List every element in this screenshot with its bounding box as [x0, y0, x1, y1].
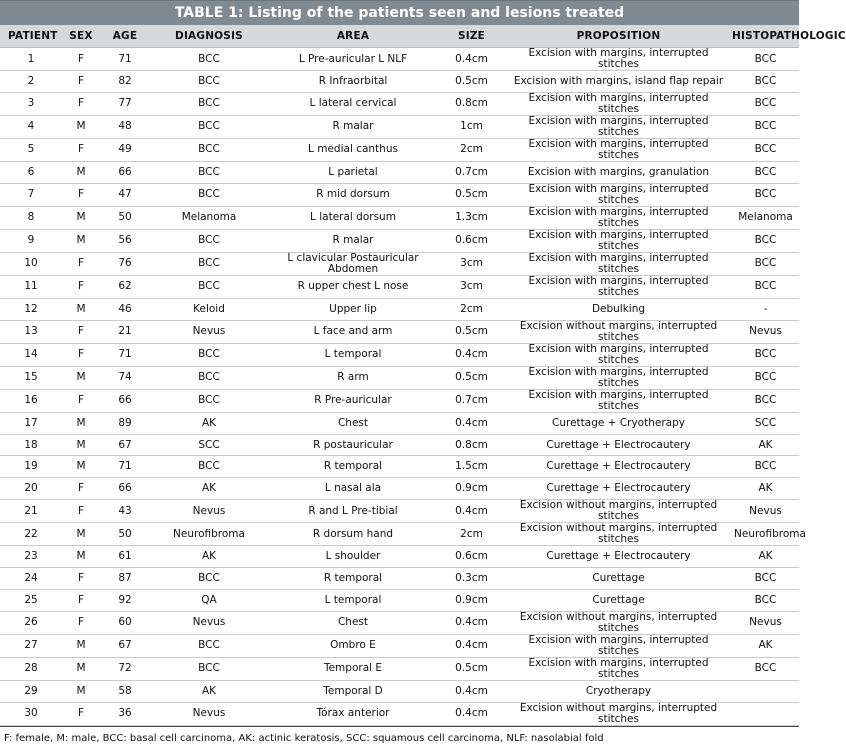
table-row	[0, 206, 799, 229]
cell-age: 46	[100, 298, 150, 320]
cell-sex: F	[62, 138, 100, 161]
cell-age: 48	[100, 115, 150, 138]
cell-patient: 29	[0, 680, 62, 702]
cell-age: 71	[100, 343, 150, 366]
cell-patient: 6	[0, 161, 62, 183]
cell-proposition: Curettage + Electrocautery	[505, 478, 732, 500]
cell-patient: 19	[0, 456, 62, 478]
cell-size: 0.5cm	[438, 71, 505, 93]
cell-diagnosis: BCC	[150, 92, 268, 115]
cell-age: 36	[100, 702, 150, 725]
cell-sex: F	[62, 48, 100, 71]
cell-size: 2cm	[438, 138, 505, 161]
table-row	[0, 320, 799, 343]
cell-area: R Infraorbital	[268, 71, 438, 93]
table-row	[0, 523, 799, 546]
table-row	[0, 657, 799, 680]
cell-area: R arm	[268, 366, 438, 389]
cell-patient: 3	[0, 92, 62, 115]
cell-diagnosis: Neurofibroma	[150, 523, 268, 546]
cell-histopathologic: BCC	[732, 138, 799, 161]
cell-size: 0.4cm	[438, 680, 505, 702]
table-row	[0, 48, 799, 71]
header-histopathologic: HISTOPATHOLOGIC	[732, 25, 799, 48]
cell-diagnosis: Nevus	[150, 500, 268, 523]
cell-size: 0.5cm	[438, 320, 505, 343]
cell-size: 0.5cm	[438, 183, 505, 206]
cell-histopathologic: BCC	[732, 568, 799, 590]
cell-histopathologic: Melanoma	[732, 206, 799, 229]
cell-histopathologic: Neurofibroma	[732, 523, 799, 546]
cell-proposition: Excision with margins, interrupted stitches	[505, 115, 732, 138]
cell-area: Tórax anterior	[268, 702, 438, 725]
cell-sex: M	[62, 657, 100, 680]
cell-area: L shoulder	[268, 546, 438, 568]
cell-patient: 1	[0, 48, 62, 71]
cell-patient: 27	[0, 634, 62, 657]
table-body	[0, 47, 806, 726]
cell-area: L temporal	[268, 343, 438, 366]
cell-diagnosis: BCC	[150, 48, 268, 71]
cell-sex: M	[62, 206, 100, 229]
cell-area: L lateral dorsum	[268, 206, 438, 229]
cell-diagnosis: AK	[150, 478, 268, 500]
cell-proposition: Excision with margins, interrupted stitches	[505, 183, 732, 206]
cell-sex: F	[62, 343, 100, 366]
table-row	[0, 298, 799, 320]
cell-proposition: Excision with margins, interrupted stitches	[505, 48, 732, 71]
cell-size: 0.8cm	[438, 92, 505, 115]
cell-histopathologic: AK	[732, 478, 799, 500]
cell-diagnosis: BCC	[150, 343, 268, 366]
cell-age: 49	[100, 138, 150, 161]
table-row	[0, 138, 799, 161]
cell-patient: 23	[0, 546, 62, 568]
cell-size: 0.4cm	[438, 48, 505, 71]
cell-histopathologic	[732, 680, 799, 702]
cell-sex: M	[62, 161, 100, 183]
cell-sex: F	[62, 183, 100, 206]
cell-area: R malar	[268, 115, 438, 138]
cell-diagnosis: BCC	[150, 138, 268, 161]
cell-histopathologic: BCC	[732, 229, 799, 252]
cell-proposition: Excision with margins, interrupted stitches	[505, 229, 732, 252]
cell-age: 82	[100, 71, 150, 93]
cell-age: 50	[100, 523, 150, 546]
cell-area: L face and arm	[268, 320, 438, 343]
patients-table	[0, 25, 846, 726]
cell-proposition: Curettage	[505, 568, 732, 590]
cell-size: 3cm	[438, 275, 505, 298]
cell-patient: 17	[0, 412, 62, 434]
cell-histopathologic: BCC	[732, 183, 799, 206]
table-row	[0, 161, 799, 183]
cell-histopathologic: BCC	[732, 252, 799, 275]
cell-diagnosis: Nevus	[150, 611, 268, 634]
cell-area: R malar	[268, 229, 438, 252]
cell-size: 1.3cm	[438, 206, 505, 229]
cell-age: 71	[100, 456, 150, 478]
cell-age: 87	[100, 568, 150, 590]
cell-diagnosis: SCC	[150, 434, 268, 456]
cell-histopathologic: Nevus	[732, 320, 799, 343]
table-row	[0, 568, 799, 590]
cell-histopathologic: BCC	[732, 48, 799, 71]
cell-size: 2cm	[438, 298, 505, 320]
cell-diagnosis: BCC	[150, 229, 268, 252]
cell-diagnosis: BCC	[150, 456, 268, 478]
cell-histopathologic: BCC	[732, 366, 799, 389]
cell-age: 67	[100, 634, 150, 657]
cell-proposition: Excision with margins, interrupted stitches	[505, 343, 732, 366]
cell-histopathologic: BCC	[732, 456, 799, 478]
table-row	[0, 680, 799, 702]
cell-age: 56	[100, 229, 150, 252]
cell-age: 60	[100, 611, 150, 634]
cell-sex: M	[62, 115, 100, 138]
cell-age: 71	[100, 48, 150, 71]
cell-proposition: Excision with margins, interrupted stitches	[505, 389, 732, 412]
cell-histopathologic: AK	[732, 434, 799, 456]
cell-sex: F	[62, 478, 100, 500]
cell-patient: 24	[0, 568, 62, 590]
cell-proposition: Curettage + Electrocautery	[505, 456, 732, 478]
cell-sex: F	[62, 568, 100, 590]
cell-age: 66	[100, 478, 150, 500]
table-row	[0, 229, 799, 252]
cell-sex: M	[62, 434, 100, 456]
cell-diagnosis: BCC	[150, 275, 268, 298]
cell-patient: 12	[0, 298, 62, 320]
cell-proposition: Excision with margins, interrupted stitches	[505, 206, 732, 229]
cell-histopathologic: Nevus	[732, 500, 799, 523]
cell-area: L Pre-auricular L NLF	[268, 48, 438, 71]
header-diagnosis: DIAGNOSIS	[150, 25, 268, 48]
cell-proposition: Excision without margins, interrupted stitches	[505, 523, 732, 546]
cell-histopathologic: SCC	[732, 412, 799, 434]
cell-diagnosis: Melanoma	[150, 206, 268, 229]
cell-area: R mid dorsum	[268, 183, 438, 206]
cell-patient: 28	[0, 657, 62, 680]
cell-histopathologic: BCC	[732, 343, 799, 366]
cell-area: R and L Pre-tibial	[268, 500, 438, 523]
cell-sex: F	[62, 500, 100, 523]
cell-size: 0.3cm	[438, 568, 505, 590]
cell-histopathologic	[732, 702, 799, 725]
cell-size: 0.5cm	[438, 657, 505, 680]
cell-patient: 9	[0, 229, 62, 252]
cell-proposition: Curettage + Cryotherapy	[505, 412, 732, 434]
cell-diagnosis: BCC	[150, 71, 268, 93]
cell-patient: 7	[0, 183, 62, 206]
cell-sex: M	[62, 523, 100, 546]
cell-patient: 21	[0, 500, 62, 523]
cell-size: 0.4cm	[438, 702, 505, 725]
cell-diagnosis: QA	[150, 590, 268, 612]
cell-size: 0.7cm	[438, 389, 505, 412]
cell-size: 2cm	[438, 523, 505, 546]
cell-area: R postauricular	[268, 434, 438, 456]
cell-area: Upper lip	[268, 298, 438, 320]
cell-histopathologic: AK	[732, 634, 799, 657]
cell-proposition: Curettage	[505, 590, 732, 612]
cell-patient: 13	[0, 320, 62, 343]
table-row	[0, 412, 799, 434]
cell-histopathologic: -	[732, 298, 799, 320]
cell-diagnosis: BCC	[150, 161, 268, 183]
table-row	[0, 71, 799, 93]
cell-sex: F	[62, 389, 100, 412]
table-row	[0, 434, 799, 456]
cell-histopathologic: BCC	[732, 92, 799, 115]
cell-age: 50	[100, 206, 150, 229]
cell-sex: M	[62, 680, 100, 702]
cell-patient: 10	[0, 252, 62, 275]
cell-area: Chest	[268, 412, 438, 434]
table-row	[0, 366, 799, 389]
table-row	[0, 115, 799, 138]
cell-sex: F	[62, 71, 100, 93]
cell-sex: M	[62, 366, 100, 389]
cell-size: 0.9cm	[438, 478, 505, 500]
cell-proposition: Excision without margins, interrupted stitches	[505, 320, 732, 343]
table-row	[0, 611, 799, 634]
cell-area: L nasal ala	[268, 478, 438, 500]
cell-area: L lateral cervical	[268, 92, 438, 115]
cell-age: 72	[100, 657, 150, 680]
table-row	[0, 92, 799, 115]
cell-diagnosis: BCC	[150, 115, 268, 138]
cell-proposition: Curettage + Electrocautery	[505, 546, 732, 568]
cell-diagnosis: BCC	[150, 568, 268, 590]
table-footnote: F: female, M: male, BCC: basal cell carcinoma, AK: actinic keratosis, SCC: squamous cell carcinoma, NLF: nasolabial fold	[0, 726, 799, 744]
cell-patient: 25	[0, 590, 62, 612]
table-row	[0, 389, 799, 412]
cell-sex: F	[62, 92, 100, 115]
cell-histopathologic: AK	[732, 546, 799, 568]
cell-patient: 18	[0, 434, 62, 456]
cell-size: 1cm	[438, 115, 505, 138]
table-row	[0, 456, 799, 478]
cell-patient: 15	[0, 366, 62, 389]
cell-sex: F	[62, 252, 100, 275]
cell-age: 61	[100, 546, 150, 568]
cell-histopathologic: BCC	[732, 657, 799, 680]
cell-size: 0.9cm	[438, 590, 505, 612]
cell-area: R dorsum hand	[268, 523, 438, 546]
cell-sex: F	[62, 320, 100, 343]
cell-size: 0.7cm	[438, 161, 505, 183]
cell-age: 58	[100, 680, 150, 702]
cell-diagnosis: BCC	[150, 366, 268, 389]
cell-age: 43	[100, 500, 150, 523]
table-header-row	[0, 25, 799, 48]
cell-size: 0.4cm	[438, 500, 505, 523]
header-area: AREA	[268, 25, 438, 48]
cell-diagnosis: AK	[150, 412, 268, 434]
cell-histopathologic: BCC	[732, 115, 799, 138]
cell-proposition: Excision with margins, interrupted stitches	[505, 366, 732, 389]
cell-histopathologic: BCC	[732, 389, 799, 412]
cell-histopathologic: BCC	[732, 590, 799, 612]
cell-proposition: Debulking	[505, 298, 732, 320]
cell-patient: 5	[0, 138, 62, 161]
cell-histopathologic: Nevus	[732, 611, 799, 634]
cell-diagnosis: Keloid	[150, 298, 268, 320]
cell-patient: 11	[0, 275, 62, 298]
cell-area: L clavicular Postauricular Abdomen	[268, 252, 438, 275]
cell-area: R Pre-auricular	[268, 389, 438, 412]
cell-patient: 30	[0, 702, 62, 725]
table-row	[0, 478, 799, 500]
cell-diagnosis: BCC	[150, 389, 268, 412]
cell-size: 0.5cm	[438, 366, 505, 389]
header-proposition: PROPOSITION	[505, 25, 732, 48]
cell-proposition: Excision with margins, island flap repair	[505, 71, 732, 93]
table-row	[0, 275, 799, 298]
table-row	[0, 546, 799, 568]
table-row	[0, 252, 799, 275]
cell-diagnosis: BCC	[150, 183, 268, 206]
cell-proposition: Excision with margins, granulation	[505, 161, 732, 183]
cell-sex: F	[62, 611, 100, 634]
cell-area: L parietal	[268, 161, 438, 183]
cell-diagnosis: BCC	[150, 634, 268, 657]
cell-age: 74	[100, 366, 150, 389]
cell-size: 0.4cm	[438, 634, 505, 657]
cell-age: 62	[100, 275, 150, 298]
cell-proposition: Excision without margins, interrupted stitches	[505, 611, 732, 634]
cell-diagnosis: AK	[150, 680, 268, 702]
cell-age: 66	[100, 389, 150, 412]
cell-proposition: Excision with margins, interrupted stitches	[505, 657, 732, 680]
cell-diagnosis: Nevus	[150, 702, 268, 725]
table-row	[0, 634, 799, 657]
cell-area: Temporal D	[268, 680, 438, 702]
cell-age: 21	[100, 320, 150, 343]
cell-diagnosis: BCC	[150, 657, 268, 680]
cell-sex: F	[62, 590, 100, 612]
cell-area: Temporal E	[268, 657, 438, 680]
cell-area: Chest	[268, 611, 438, 634]
cell-patient: 26	[0, 611, 62, 634]
cell-age: 77	[100, 92, 150, 115]
cell-sex: M	[62, 412, 100, 434]
cell-diagnosis: BCC	[150, 252, 268, 275]
header-patient: PATIENT	[0, 25, 62, 48]
cell-proposition: Excision with margins, interrupted stitches	[505, 138, 732, 161]
cell-proposition: Excision with margins, interrupted stitches	[505, 92, 732, 115]
cell-size: 0.4cm	[438, 611, 505, 634]
table-caption: TABLE 1: Listing of the patients seen and lesions treated	[0, 0, 799, 25]
cell-age: 67	[100, 434, 150, 456]
table-row	[0, 183, 799, 206]
cell-size: 0.4cm	[438, 412, 505, 434]
cell-age: 92	[100, 590, 150, 612]
cell-sex: M	[62, 456, 100, 478]
header-size: SIZE	[438, 25, 505, 48]
cell-patient: 4	[0, 115, 62, 138]
cell-sex: F	[62, 275, 100, 298]
cell-proposition: Excision with margins, interrupted stitches	[505, 275, 732, 298]
cell-size: 0.8cm	[438, 434, 505, 456]
cell-area: L medial canthus	[268, 138, 438, 161]
cell-proposition: Excision with margins, interrupted stitches	[505, 634, 732, 657]
cell-diagnosis: Nevus	[150, 320, 268, 343]
cell-age: 47	[100, 183, 150, 206]
cell-size: 3cm	[438, 252, 505, 275]
cell-sex: M	[62, 298, 100, 320]
cell-sex: F	[62, 702, 100, 725]
cell-age: 66	[100, 161, 150, 183]
cell-size: 0.6cm	[438, 229, 505, 252]
cell-proposition: Excision without margins, interrupted stitches	[505, 500, 732, 523]
cell-size: 0.6cm	[438, 546, 505, 568]
cell-proposition: Excision with margins, interrupted stitches	[505, 252, 732, 275]
cell-sex: M	[62, 634, 100, 657]
cell-size: 1.5cm	[438, 456, 505, 478]
cell-patient: 8	[0, 206, 62, 229]
cell-patient: 14	[0, 343, 62, 366]
cell-histopathologic: BCC	[732, 275, 799, 298]
cell-area: R upper chest L nose	[268, 275, 438, 298]
cell-histopathologic: BCC	[732, 161, 799, 183]
cell-sex: M	[62, 546, 100, 568]
cell-area: R temporal	[268, 456, 438, 478]
cell-proposition: Excision without margins, interrupted stitches	[505, 702, 732, 725]
table-row	[0, 343, 799, 366]
cell-patient: 20	[0, 478, 62, 500]
cell-histopathologic: BCC	[732, 71, 799, 93]
cell-proposition: Cryotherapy	[505, 680, 732, 702]
cell-area: R temporal	[268, 568, 438, 590]
cell-patient: 16	[0, 389, 62, 412]
cell-patient: 22	[0, 523, 62, 546]
cell-patient: 2	[0, 71, 62, 93]
cell-age: 89	[100, 412, 150, 434]
table-row	[0, 590, 799, 612]
table-row	[0, 702, 799, 725]
cell-area: Ombro E	[268, 634, 438, 657]
cell-proposition: Curettage + Electrocautery	[505, 434, 732, 456]
cell-size: 0.4cm	[438, 343, 505, 366]
header-sex: SEX	[62, 25, 100, 48]
header-age: AGE	[100, 25, 150, 48]
table-row	[0, 500, 799, 523]
cell-age: 76	[100, 252, 150, 275]
cell-diagnosis: AK	[150, 546, 268, 568]
cell-area: L temporal	[268, 590, 438, 612]
cell-sex: M	[62, 229, 100, 252]
